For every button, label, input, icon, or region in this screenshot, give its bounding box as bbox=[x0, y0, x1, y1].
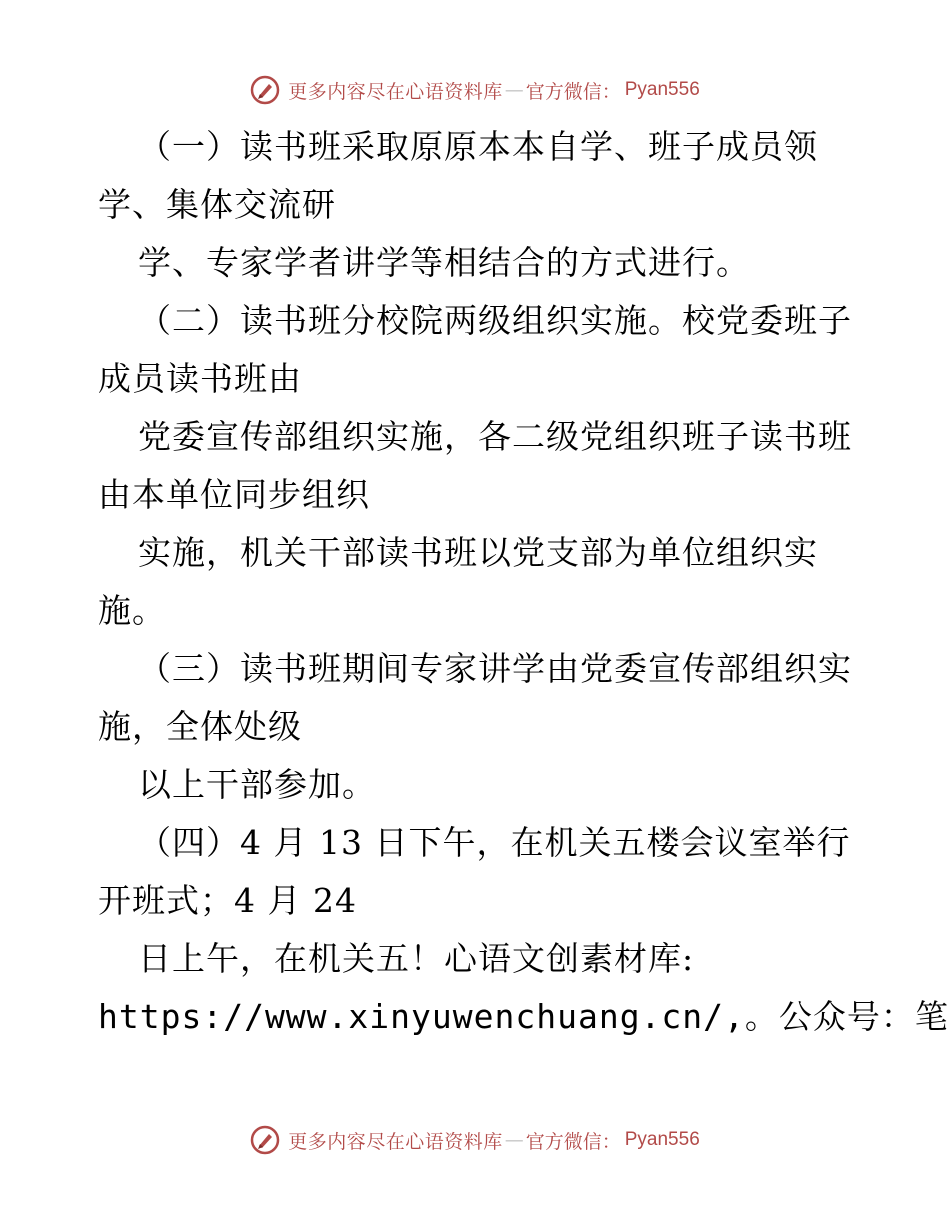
watermark-separator: — bbox=[504, 79, 524, 101]
text-line: 以上干部参加。 bbox=[138, 765, 376, 804]
text-line: 成员读书班由 bbox=[98, 359, 302, 398]
watermark-text: 更多内容尽在心语资料库 bbox=[288, 1130, 503, 1153]
footer-watermark bbox=[0, 1120, 950, 1160]
text-line-url: https://www.xinyuwenchuang.cn/,。公众号：笔 bbox=[98, 997, 949, 1036]
watermark-text: 更多内容尽在心语资料库 bbox=[288, 80, 503, 103]
text-line: （三）读书班期间专家讲学由党委宣传部组织实 bbox=[138, 649, 852, 688]
watermark-wechat-label: 官方微信： bbox=[525, 1130, 621, 1153]
text-line: 日上午，在机关五！心语文创素材库: bbox=[138, 939, 695, 978]
watermark-separator: — bbox=[504, 1129, 524, 1151]
text-line: 施。 bbox=[98, 591, 166, 630]
watermark-wechat-label: 官方微信： bbox=[525, 80, 621, 103]
text-line: 党委宣传部组织实施，各二级党组织班子读书班 bbox=[138, 417, 852, 456]
header-watermark bbox=[0, 70, 950, 110]
text-line: 学、专家学者讲学等相结合的方式进行。 bbox=[138, 243, 750, 282]
watermark-wechat-id: Pyan556 bbox=[624, 1129, 700, 1150]
text-line: 实施，机关干部读书班以党支部为单位组织实 bbox=[138, 533, 818, 572]
watermark-wechat-id: Pyan556 bbox=[624, 79, 700, 100]
document-body bbox=[98, 118, 949, 1046]
text-line: （二）读书班分校院两级组织实施。校党委班子 bbox=[138, 301, 852, 340]
pen-logo-icon bbox=[250, 1125, 280, 1155]
text-line: （四）4 月 13 日下午，在机关五楼会议室举行 bbox=[138, 823, 851, 862]
text-line: 学、集体交流研 bbox=[98, 185, 336, 224]
pen-logo-icon bbox=[250, 75, 280, 105]
text-line: 施，全体处级 bbox=[98, 707, 302, 746]
text-line: （一）读书班采取原原本本自学、班子成员领 bbox=[138, 127, 818, 166]
text-line: 开班式；4 月 24 bbox=[98, 881, 357, 920]
text-line: 由本单位同步组织 bbox=[98, 475, 370, 514]
